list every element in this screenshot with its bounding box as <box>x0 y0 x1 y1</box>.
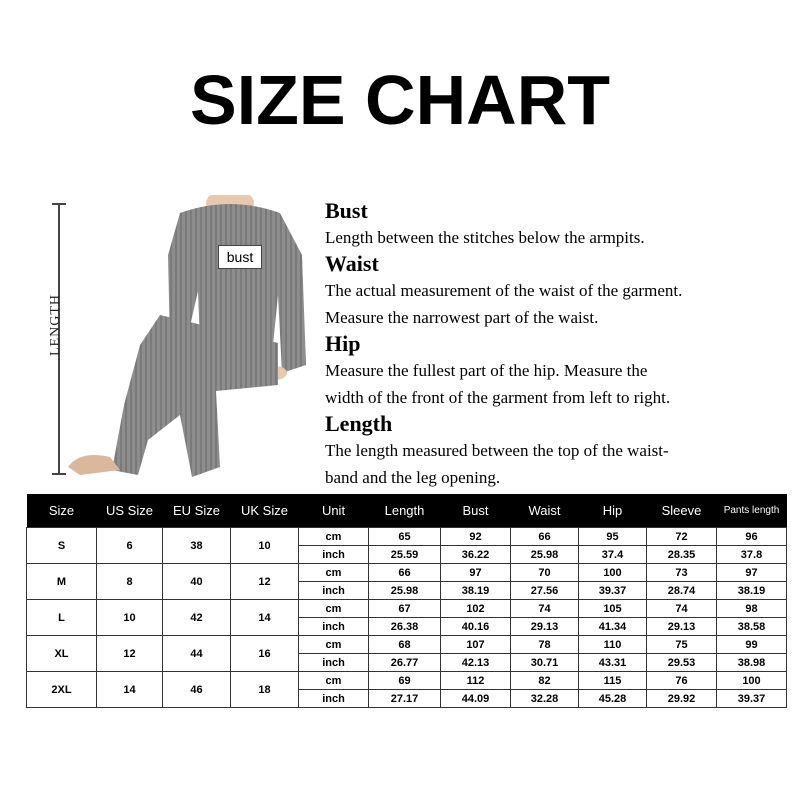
measurement-cell: 82 <box>511 672 579 690</box>
table-row <box>27 636 787 654</box>
measurement-cell: 69 <box>369 672 441 690</box>
us-size-cell: 10 <box>97 600 163 636</box>
measurement-cell: 98 <box>717 600 787 618</box>
header-cell: UK Size <box>231 494 299 528</box>
model-foot <box>68 455 120 475</box>
length-description-line: band and the leg opening. <box>325 468 501 487</box>
table-row <box>27 600 787 618</box>
uk-size-cell: 14 <box>231 600 299 636</box>
header-cell: Unit <box>299 494 369 528</box>
garment-figure <box>20 195 320 490</box>
length-description-line: The length measured between the top of the waist- <box>325 441 669 460</box>
measurement-cell: 68 <box>369 636 441 654</box>
uk-size-cell: 12 <box>231 564 299 600</box>
measurement-cell: 99 <box>717 636 787 654</box>
measurement-cell: 43.31 <box>579 654 647 672</box>
measurement-cell: 28.74 <box>647 582 717 600</box>
measurement-cell: 38.19 <box>441 582 511 600</box>
measurement-cell: 100 <box>717 672 787 690</box>
us-size-cell: 6 <box>97 528 163 564</box>
measurement-cell: 29.13 <box>647 618 717 636</box>
unit-cell: cm <box>299 564 369 582</box>
header-cell: US Size <box>97 494 163 528</box>
measurement-cell: 37.4 <box>579 546 647 564</box>
measurement-cell: 96 <box>717 528 787 546</box>
measurement-cell: 107 <box>441 636 511 654</box>
us-size-cell: 12 <box>97 636 163 672</box>
unit-cell: cm <box>299 600 369 618</box>
measurement-cell: 66 <box>511 528 579 546</box>
page-title: SIZE CHART <box>190 61 610 139</box>
measurement-cell: 66 <box>369 564 441 582</box>
table-body <box>27 528 787 708</box>
measurement-cell: 42.13 <box>441 654 511 672</box>
size-cell: XL <box>27 636 97 672</box>
waist-description-line: Measure the narrowest part of the waist. <box>325 308 599 327</box>
bust-label: bust <box>218 245 262 269</box>
length-heading: Length <box>325 411 393 436</box>
eu-size-cell: 46 <box>163 672 231 708</box>
measurement-cell: 76 <box>647 672 717 690</box>
measurement-cell: 39.37 <box>579 582 647 600</box>
unit-cell: inch <box>299 618 369 636</box>
eu-size-cell: 42 <box>163 600 231 636</box>
table-row <box>27 528 787 546</box>
measurement-cell: 25.59 <box>369 546 441 564</box>
header-cell: Size <box>27 494 97 528</box>
measurement-cell: 105 <box>579 600 647 618</box>
hip-heading: Hip <box>325 331 361 356</box>
unit-cell: cm <box>299 672 369 690</box>
uk-size-cell: 10 <box>231 528 299 564</box>
table-header-row <box>27 494 787 528</box>
measurement-descriptions <box>325 198 795 491</box>
bust-description-line: Length between the stitches below the armpits. <box>325 228 645 247</box>
unit-cell: cm <box>299 636 369 654</box>
measurement-cell: 110 <box>579 636 647 654</box>
table-row <box>27 564 787 582</box>
uk-size-cell: 16 <box>231 636 299 672</box>
measurement-cell: 45.28 <box>579 690 647 708</box>
header-cell: Pants length <box>717 494 787 528</box>
measurement-cell: 97 <box>441 564 511 582</box>
size-table <box>26 494 787 708</box>
measurement-cell: 65 <box>369 528 441 546</box>
eu-size-cell: 40 <box>163 564 231 600</box>
measurement-cell: 97 <box>717 564 787 582</box>
header-cell: Length <box>369 494 441 528</box>
measurement-cell: 95 <box>579 528 647 546</box>
size-cell: M <box>27 564 97 600</box>
measurement-cell: 102 <box>441 600 511 618</box>
us-size-cell: 14 <box>97 672 163 708</box>
measurement-cell: 36.22 <box>441 546 511 564</box>
measurement-cell: 39.37 <box>717 690 787 708</box>
unit-cell: cm <box>299 528 369 546</box>
measurement-cell: 44.09 <box>441 690 511 708</box>
measurement-cell: 73 <box>647 564 717 582</box>
measurement-cell: 67 <box>369 600 441 618</box>
header-cell: Waist <box>511 494 579 528</box>
measurement-cell: 29.92 <box>647 690 717 708</box>
pants-shape <box>112 315 278 477</box>
measurement-cell: 112 <box>441 672 511 690</box>
measurement-cell: 78 <box>511 636 579 654</box>
header-cell: Sleeve <box>647 494 717 528</box>
measurement-cell: 28.35 <box>647 546 717 564</box>
hip-description-line: width of the front of the garment from left to right. <box>325 388 671 407</box>
waist-description-line: The actual measurement of the waist of the garment. <box>325 281 683 300</box>
uk-size-cell: 18 <box>231 672 299 708</box>
table-row <box>27 672 787 690</box>
measurement-cell: 41.34 <box>579 618 647 636</box>
measurement-cell: 75 <box>647 636 717 654</box>
measurement-cell: 29.53 <box>647 654 717 672</box>
measurement-cell: 70 <box>511 564 579 582</box>
hip-description-line: Measure the fullest part of the hip. Measure the <box>325 361 648 380</box>
header-cell: Bust <box>441 494 511 528</box>
size-cell: S <box>27 528 97 564</box>
measurement-cell: 38.58 <box>717 618 787 636</box>
measurement-cell: 25.98 <box>511 546 579 564</box>
measurement-cell: 115 <box>579 672 647 690</box>
measurement-cell: 26.38 <box>369 618 441 636</box>
unit-cell: inch <box>299 582 369 600</box>
header-cell: Hip <box>579 494 647 528</box>
measurement-cell: 30.71 <box>511 654 579 672</box>
unit-cell: inch <box>299 546 369 564</box>
measurement-cell: 29.13 <box>511 618 579 636</box>
measurement-cell: 100 <box>579 564 647 582</box>
measurement-cell: 92 <box>441 528 511 546</box>
eu-size-cell: 44 <box>163 636 231 672</box>
measurement-cell: 40.16 <box>441 618 511 636</box>
measurement-cell: 27.17 <box>369 690 441 708</box>
measurement-cell: 74 <box>511 600 579 618</box>
eu-size-cell: 38 <box>163 528 231 564</box>
bust-heading: Bust <box>325 198 368 223</box>
size-cell: 2XL <box>27 672 97 708</box>
unit-cell: inch <box>299 690 369 708</box>
header-cell: EU Size <box>163 494 231 528</box>
measurement-cell: 37.8 <box>717 546 787 564</box>
measurement-cell: 74 <box>647 600 717 618</box>
measurement-cell: 38.98 <box>717 654 787 672</box>
size-cell: L <box>27 600 97 636</box>
garment-illustration <box>20 195 320 490</box>
measurement-cell: 27.56 <box>511 582 579 600</box>
us-size-cell: 8 <box>97 564 163 600</box>
measurement-cell: 32.28 <box>511 690 579 708</box>
measurement-cell: 38.19 <box>717 582 787 600</box>
measurement-cell: 72 <box>647 528 717 546</box>
unit-cell: inch <box>299 654 369 672</box>
waist-heading: Waist <box>325 251 379 276</box>
measurement-cell: 26.77 <box>369 654 441 672</box>
measurement-cell: 25.98 <box>369 582 441 600</box>
length-label: LENGTH <box>48 294 63 356</box>
